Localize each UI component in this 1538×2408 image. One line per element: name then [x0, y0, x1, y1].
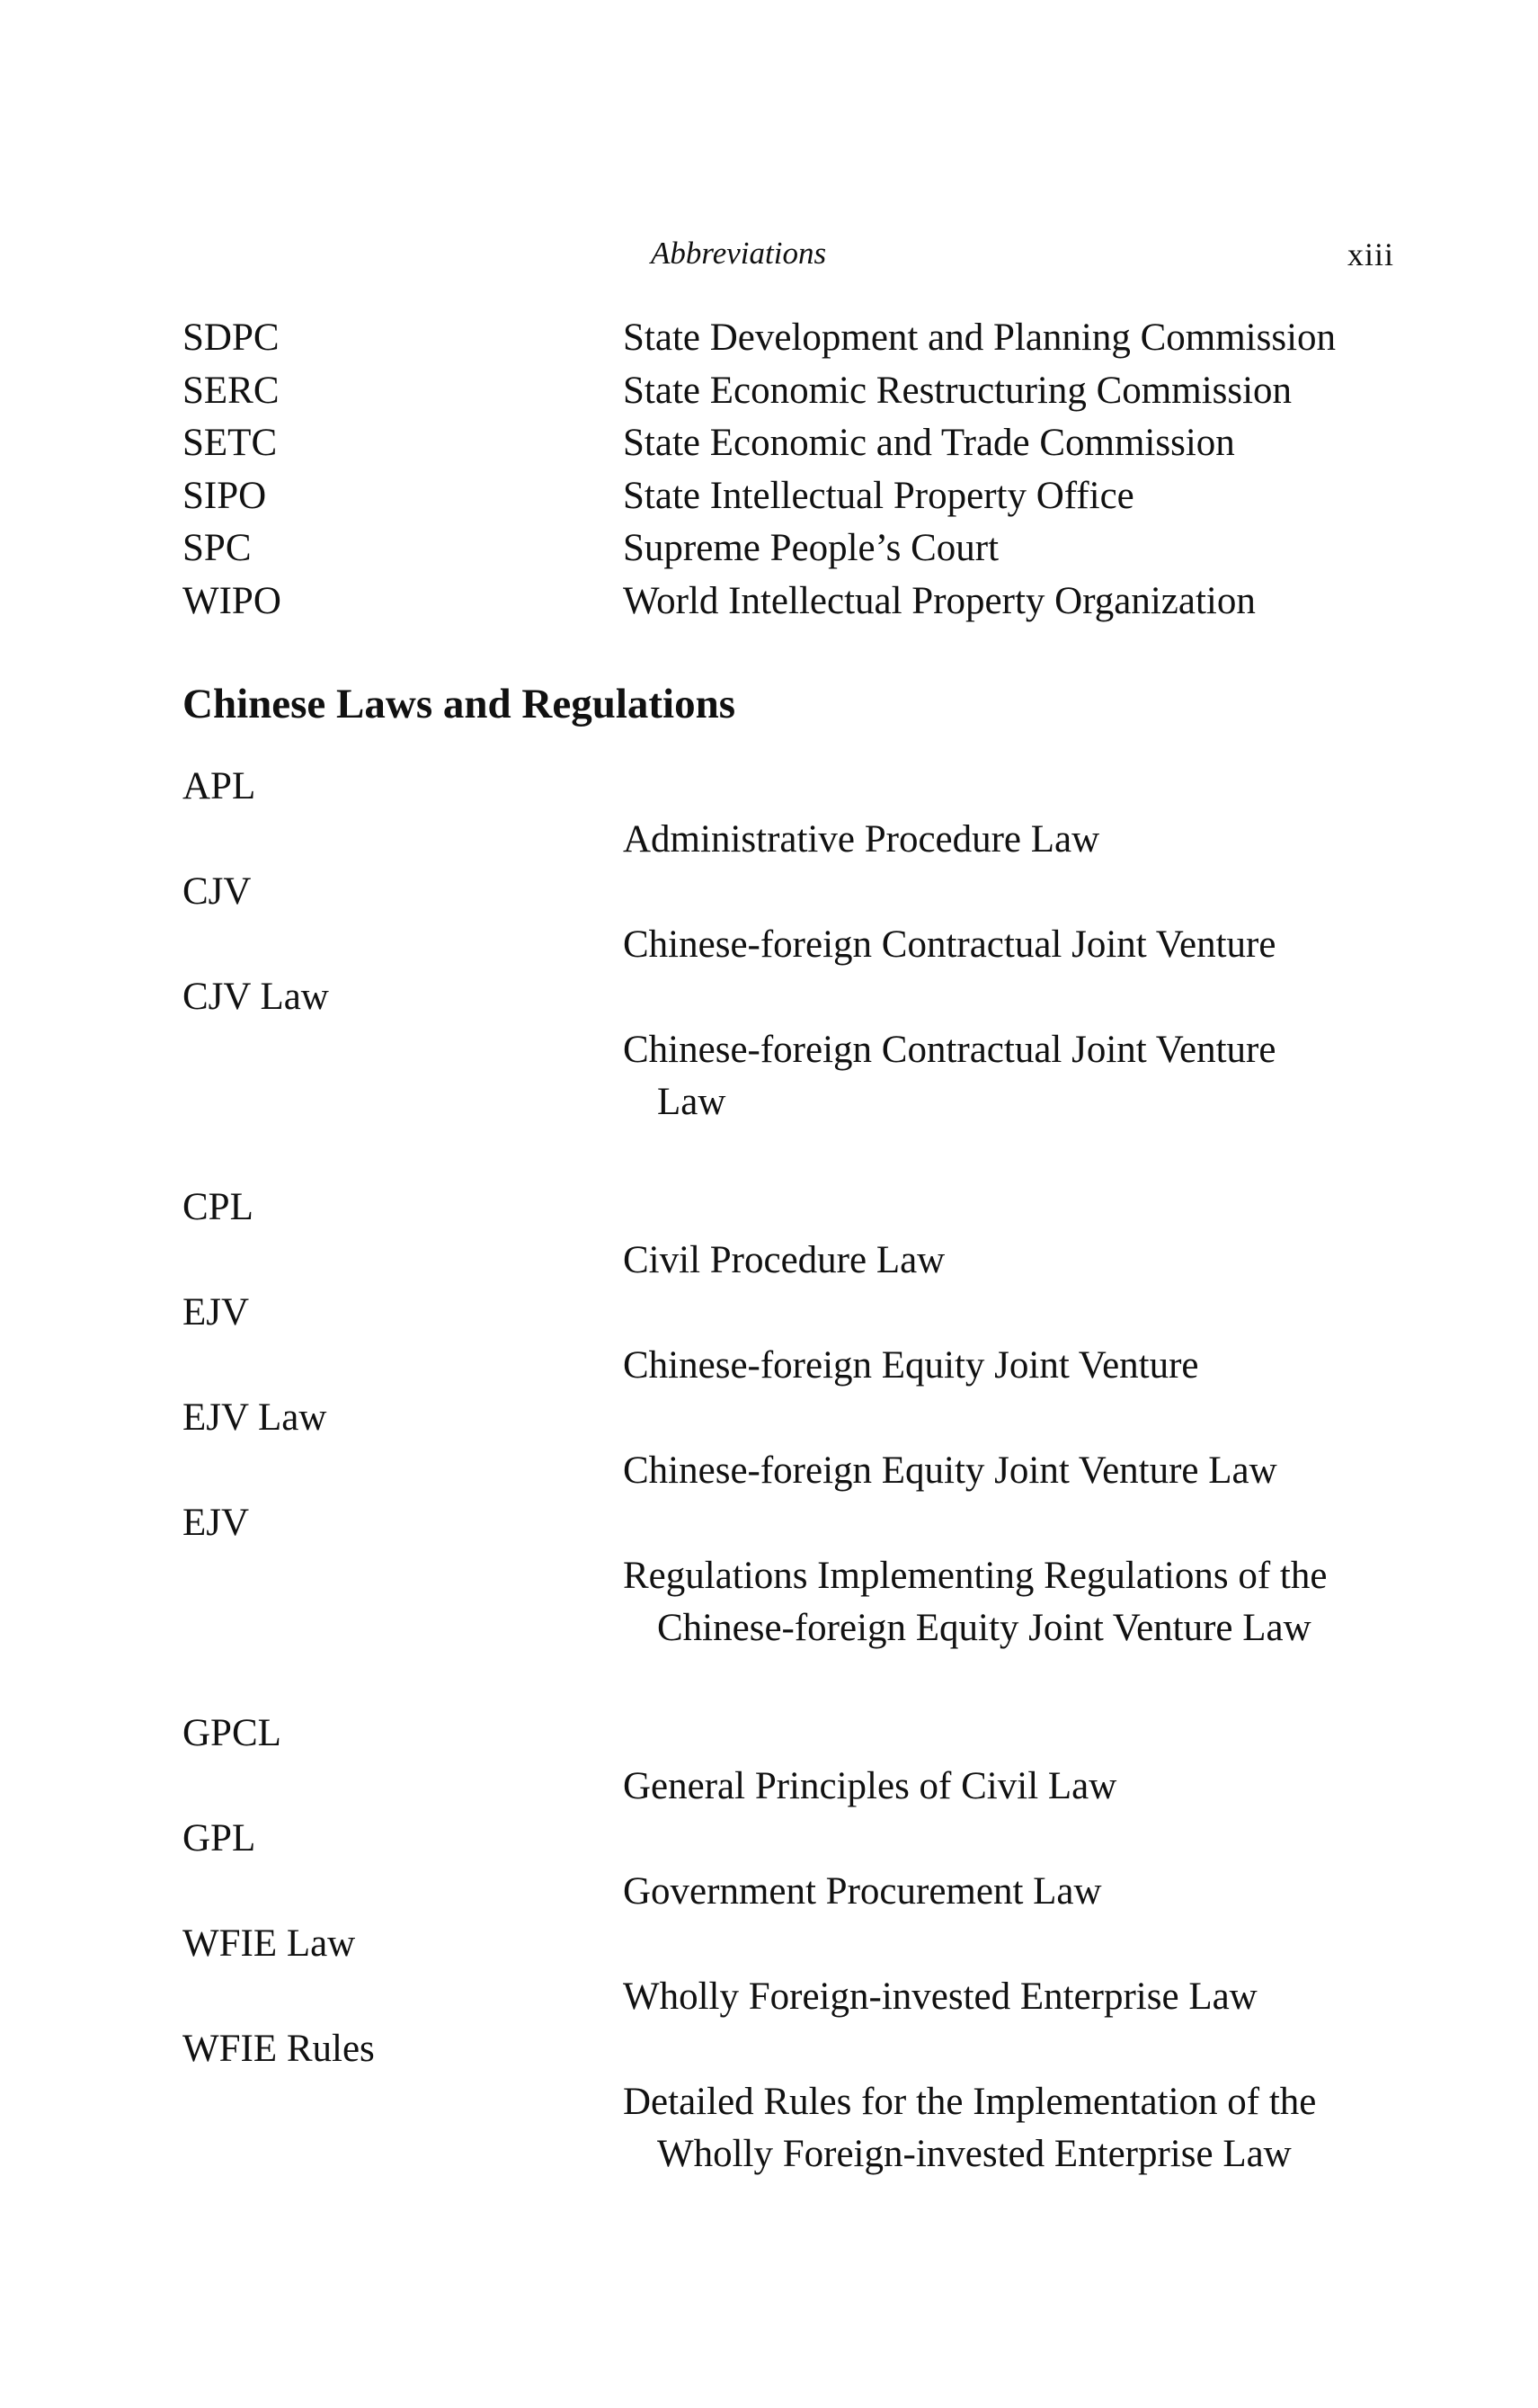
abbreviation: SPC	[182, 527, 252, 569]
meaning-line: Regulations Implementing Regulations of the	[623, 1554, 1328, 1597]
abbreviation-entry	[182, 866, 1396, 971]
abbreviation-entry	[182, 312, 1396, 365]
abbreviation-meaning	[623, 1497, 1396, 1708]
abbreviation: GPCL	[182, 1712, 281, 1754]
abbreviation: SDPC	[182, 317, 280, 359]
abbreviation: CJV	[182, 870, 252, 913]
abbreviation: SIPO	[182, 474, 267, 517]
abbreviation-meaning: State Intellectual Property Office	[623, 474, 1134, 517]
abbreviation-meaning: State Economic and Trade Commission	[623, 422, 1235, 464]
abbreviation-meaning	[623, 1813, 1396, 1918]
meaning-line: Chinese-foreign Contractual Joint Venture	[623, 1028, 1276, 1071]
abbreviation-entry	[182, 761, 1396, 866]
abbreviation-entry	[182, 971, 1396, 1182]
abbreviation: APL	[182, 765, 256, 807]
abbreviation-meaning	[623, 866, 1396, 971]
meaning-line: Administrative Procedure Law	[623, 817, 1100, 861]
meaning-line: General Principles of Civil Law	[623, 1764, 1117, 1807]
abbreviation-entry	[182, 1182, 1396, 1287]
abbreviation: GPL	[182, 1817, 256, 1860]
page-title: Abbreviations	[651, 236, 827, 271]
abbreviation: EJV	[182, 1291, 250, 1333]
abbreviation-meaning: State Development and Planning Commission	[623, 317, 1337, 359]
abbreviation: CPL	[182, 1186, 253, 1228]
abbreviation: WFIE Rules	[182, 2028, 375, 2070]
abbreviation-meaning: Supreme People’s Court	[623, 527, 1000, 569]
meaning-line: Chinese-foreign Equity Joint Venture Law	[623, 1449, 1277, 1492]
meaning-line: Chinese-foreign Contractual Joint Venture	[623, 923, 1276, 966]
abbreviation-meaning	[623, 1708, 1396, 1813]
abbreviation-meaning	[623, 1287, 1396, 1392]
abbreviation-meaning: State Economic Restructuring Commission	[623, 369, 1293, 412]
meaning-continuation-line: Law	[657, 1081, 726, 1123]
abbreviation-entry	[182, 417, 1396, 470]
abbreviation-meaning	[623, 761, 1396, 866]
meaning-line: Detailed Rules for the Implementation of the	[623, 2080, 1317, 2123]
abbreviation-entry	[182, 1918, 1396, 2023]
abbreviation-entry	[182, 1813, 1396, 1918]
abbreviation-entry	[182, 365, 1396, 418]
abbreviation-meaning	[623, 1918, 1396, 2023]
organization-abbreviations-list	[182, 312, 1396, 628]
abbreviation-meaning	[623, 1392, 1396, 1497]
page-number: xiii	[1347, 236, 1395, 272]
abbreviation: WFIE Law	[182, 1922, 356, 1965]
abbreviation: EJV Law	[182, 1396, 327, 1439]
meaning-line: Civil Procedure Law	[623, 1238, 946, 1281]
abbreviation-meaning	[623, 1182, 1396, 1287]
laws-abbreviations-list	[182, 761, 1396, 2234]
meaning-line: Chinese-foreign Equity Joint Venture	[623, 1343, 1199, 1387]
abbreviation: SERC	[182, 369, 280, 412]
abbreviation-entry	[182, 1287, 1396, 1392]
abbreviation-meaning	[623, 2023, 1396, 2234]
abbreviation-entry	[182, 522, 1396, 575]
abbreviation-meaning: World Intellectual Property Organization	[623, 579, 1256, 622]
abbreviation: EJV	[182, 1502, 250, 1544]
abbreviation: SETC	[182, 422, 278, 464]
meaning-continuation-line: Wholly Foreign-invested Enterprise Law	[657, 2133, 1292, 2175]
meaning-line: Government Procurement Law	[623, 1869, 1102, 1913]
abbreviation-entry	[182, 1708, 1396, 1813]
abbreviation: CJV Law	[182, 976, 329, 1018]
abbreviation-entry	[182, 1392, 1396, 1497]
meaning-line: Wholly Foreign-invested Enterprise Law	[623, 1975, 1258, 2018]
meaning-continuation-line: Chinese-foreign Equity Joint Venture Law	[657, 1607, 1311, 1649]
abbreviation-entry	[182, 2023, 1396, 2234]
abbreviation-entry	[182, 470, 1396, 523]
abbreviation-meaning	[623, 971, 1396, 1182]
section-heading: Chinese Laws and Regulations	[182, 681, 736, 727]
abbreviation: WIPO	[182, 579, 281, 622]
abbreviation-entry	[182, 575, 1396, 629]
abbreviation-entry	[182, 1497, 1396, 1708]
